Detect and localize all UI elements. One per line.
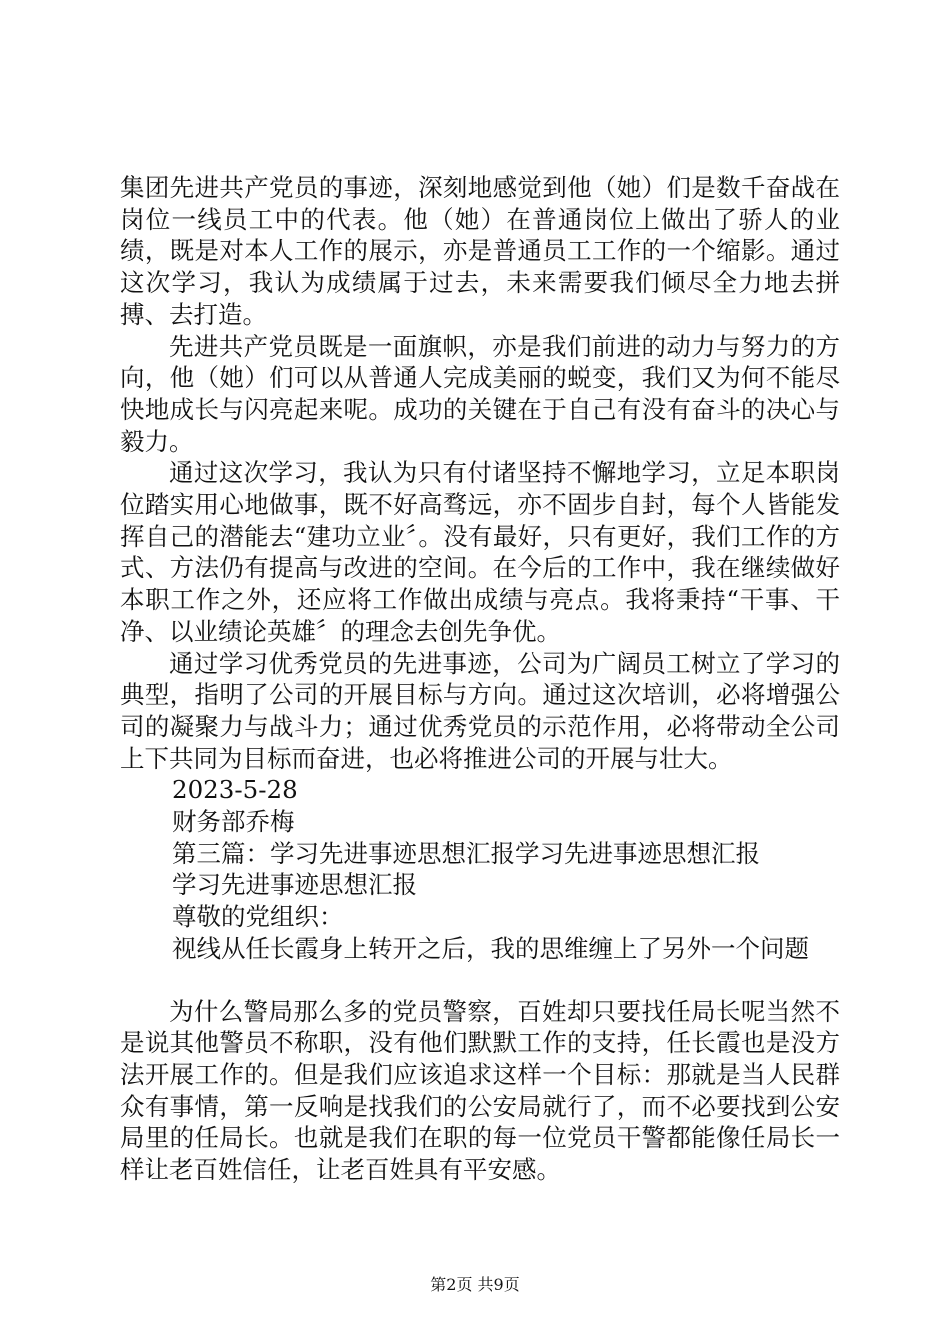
closing-paragraph: 为什么警局那么多的党员警察，百姓却只要找任局长呢当然不是说其他警员不称职，没有他们默默工作的支持，任长霞也是没方法开展工作的。但是我们应该追求这样一个目标：那就是当人民群众有事情，第一反响是找我们的公安局就行了，而不必要找到公安局里的任局长。也就是我们在职的每一位党员干警都能像任局长一样让老百姓信任，让老百姓具有平安感。 [120,996,840,1185]
sub-title: 学习先进事迹思想汇报 [172,870,417,900]
document-signature: 财务部乔梅 [172,807,295,837]
document-date: 2023-5-28 [172,775,298,805]
document-body [120,172,840,1186]
opening-line: 视线从任长霞身上转开之后，我的思维缠上了另外一个问题 [172,933,809,963]
paragraph-gap [120,965,840,996]
paragraph-4: 通过学习优秀党员的先进事迹，公司为广阔员工树立了学习的典型，指明了公司的开展目标与方向。通过这次培训，必将增强公司的凝聚力与战斗力；通过优秀党员的示范作用，必将带动全公司上下共同为目标而奋进，也必将推进公司的开展与壮大。 [120,648,840,773]
page-footer: 第2页 共9页 [430,1275,520,1294]
paragraph-2: 先进共产党员既是一面旗帜，亦是我们前进的动力与努力的方向，他（她）们可以从普通人完成美丽的蜕变，我们又为何不能尽快地成长与闪亮起来呢。成功的关键在于自己有没有奋斗的决心与毅力。 [120,331,840,456]
paragraph-3: 通过这次学习，我认为只有付诸坚持不懈地学习，立足本职岗位踏实用心地做事，既不好高骛远，亦不固步自封，每个人皆能发挥自己的潜能去“建功立业〞。没有最好，只有更好，我们工作的方式、方法仍有提高与改进的空间。在今后的工作中，我在继续做好本职工作之外，还应将工作做出成绩与亮点。我将秉持“干事、干净、以业绩论英雄〞的理念去创先争优。 [120,458,840,646]
paragraph-1: 集团先进共产党员的事迹，深刻地感觉到他（她）们是数千奋战在岗位一线员工中的代表。他（她）在普通岗位上做出了骄人的业绩，既是对本人工作的展示，亦是普通员工工作的一个缩影。通过这次学习，我认为成绩属于过去，未来需要我们倾尽全力地去拼搏、去打造。 [120,173,840,329]
section-heading: 第三篇：学习先进事迹思想汇报学习先进事迹思想汇报 [172,838,760,868]
salutation: 尊敬的党组织： [172,902,344,932]
